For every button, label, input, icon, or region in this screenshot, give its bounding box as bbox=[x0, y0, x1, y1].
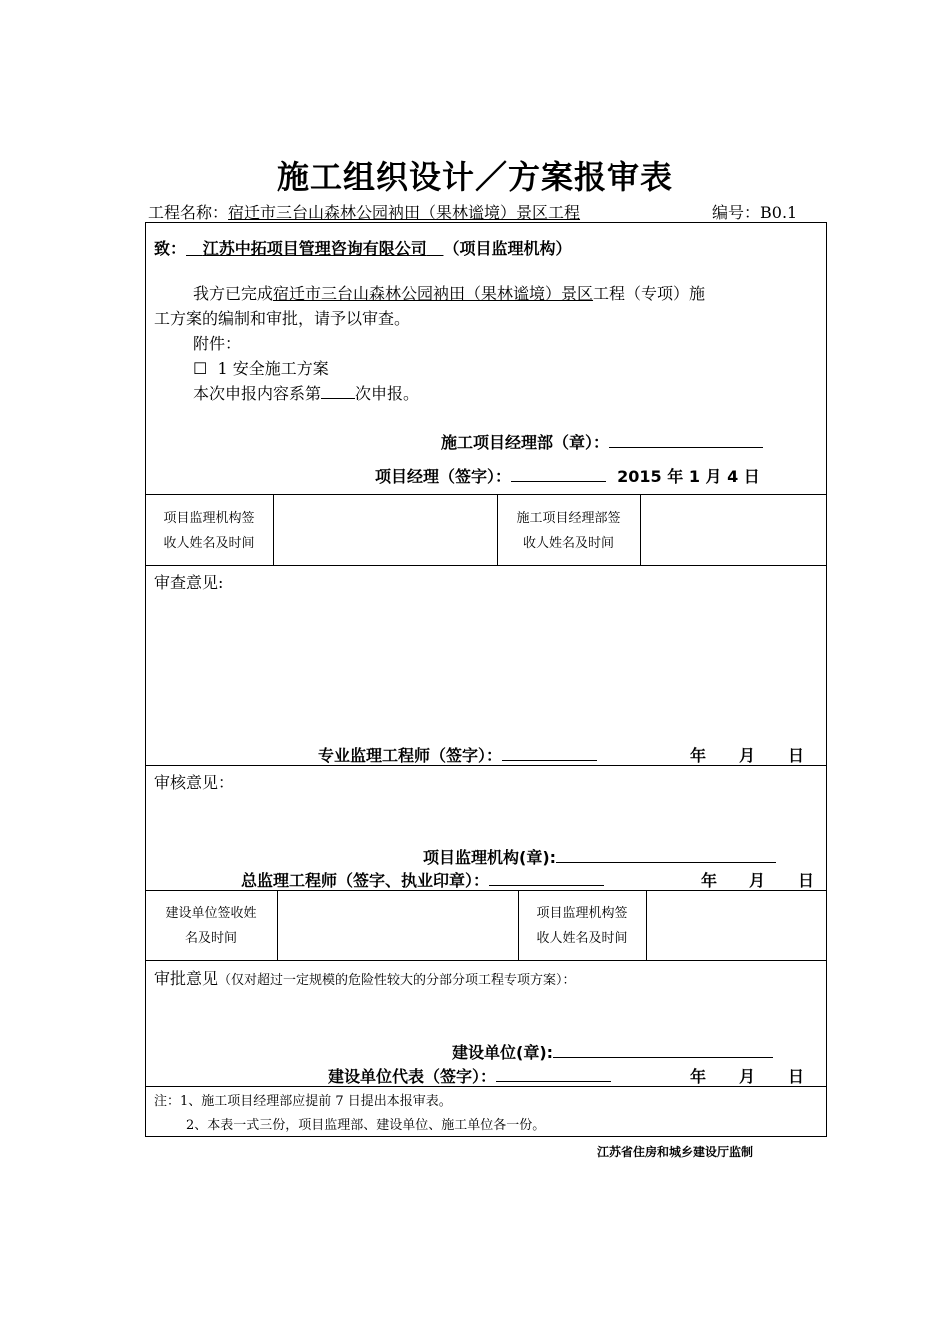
owner-rep-sign-blank[interactable] bbox=[496, 1067, 611, 1082]
manager-sign-blank[interactable] bbox=[511, 467, 606, 482]
attachment-item bbox=[193, 356, 329, 379]
to-label: 致： bbox=[154, 239, 187, 258]
audit-label: 审核意见： bbox=[154, 773, 235, 792]
chief-sign-blank[interactable] bbox=[489, 871, 604, 886]
project-name-row bbox=[148, 200, 580, 223]
approval-day: 日 bbox=[788, 1067, 805, 1086]
supervisor-receipt-label: 项目监理机构签 收人姓名及时间 bbox=[163, 511, 255, 551]
audit-day: 日 bbox=[798, 871, 815, 890]
statement-line1: 我方已完成宿迁市三台山森林公园衲田（果林谧境）景区工程（专项）施 bbox=[193, 284, 706, 303]
dept-seal-row bbox=[441, 430, 763, 453]
to-value: 江苏中拓项目管理咨询有限公司 bbox=[202, 239, 427, 258]
contractor-receipt-label: 施工项目经理部签 收人姓名及时间 bbox=[516, 511, 621, 551]
owner-rep-sign-label: 建设单位代表（签字）： bbox=[328, 1067, 497, 1086]
supervisor-receipt-label-2: 项目监理机构签 收人姓名及时间 bbox=[536, 906, 628, 946]
dept-seal-label: 施工项目经理部（章）： bbox=[441, 433, 610, 452]
review-label: 审查意见: bbox=[154, 573, 224, 592]
submit-date: 2015 年 1 月 4 日 bbox=[617, 467, 760, 486]
issuer-footer: 江苏省住房和城乡建设厅监制 bbox=[597, 1145, 754, 1159]
audit-year: 年 bbox=[701, 871, 718, 890]
review-sign-blank[interactable] bbox=[502, 746, 597, 761]
review-day: 日 bbox=[788, 746, 805, 765]
note-line-1: 注：1、施工项目经理部应提前 7 日提出本报审表。 bbox=[154, 1094, 452, 1109]
review-sign-label: 专业监理工程师（签字）： bbox=[318, 746, 503, 765]
owner-receipt-label: 建设单位签收姓 名及时间 bbox=[165, 906, 257, 946]
audit-seal-label: 项目监理机构(章): bbox=[423, 848, 557, 867]
note-line-2: 2、本表一式三份，项目监理部、建设单位、施工单位各一份。 bbox=[186, 1118, 546, 1133]
attachment-text: 1 安全施工方案 bbox=[217, 359, 329, 378]
checkbox-icon[interactable]: ☐ bbox=[193, 359, 208, 378]
to-suffix: （项目监理机构） bbox=[443, 239, 572, 258]
attachment-label: 附件： bbox=[193, 334, 242, 353]
review-year: 年 bbox=[690, 746, 707, 765]
statement-line2: 工方案的编制和审批，请予以审查。 bbox=[154, 309, 411, 328]
approval-year: 年 bbox=[690, 1067, 707, 1086]
form-number bbox=[712, 200, 797, 223]
audit-month: 月 bbox=[749, 871, 766, 890]
manager-sign-row bbox=[375, 464, 760, 487]
audit-seal-row bbox=[423, 845, 776, 868]
owner-rep-sign-row bbox=[328, 1064, 611, 1087]
form-title: 施工组织设计／方案报审表 bbox=[276, 158, 673, 196]
approval-month: 月 bbox=[739, 1067, 756, 1086]
submission-count: 本次申报内容系第 次申报。 bbox=[193, 384, 420, 403]
approval-label-row bbox=[154, 966, 576, 989]
statement-project: 宿迁市三台山森林公园衲田（果林谧境）景区 bbox=[273, 284, 594, 303]
number-value: B0.1 bbox=[760, 203, 798, 222]
project-label: 工程名称： bbox=[148, 203, 229, 222]
owner-seal-blank[interactable] bbox=[553, 1043, 773, 1058]
owner-seal-label: 建设单位(章): bbox=[452, 1043, 554, 1062]
chief-sign-row bbox=[241, 868, 604, 891]
manager-sign-label: 项目经理（签字）： bbox=[375, 467, 512, 486]
audit-seal-blank[interactable] bbox=[556, 848, 776, 863]
chief-sign-label: 总监理工程师（签字、执业印章）： bbox=[241, 871, 490, 890]
dept-seal-blank[interactable] bbox=[609, 433, 763, 448]
review-month: 月 bbox=[739, 746, 756, 765]
project-name: 宿迁市三台山森林公园衲田（果林谧境）景区工程 bbox=[228, 203, 581, 222]
number-label: 编号： bbox=[712, 203, 761, 222]
review-sign-row bbox=[318, 743, 597, 766]
owner-seal-row bbox=[452, 1040, 773, 1063]
to-row bbox=[154, 236, 571, 259]
approval-label: 审批意见 bbox=[154, 969, 219, 988]
approval-note: （仅对超过一定规模的危险性较大的分部分项工程专项方案）： bbox=[218, 973, 576, 988]
